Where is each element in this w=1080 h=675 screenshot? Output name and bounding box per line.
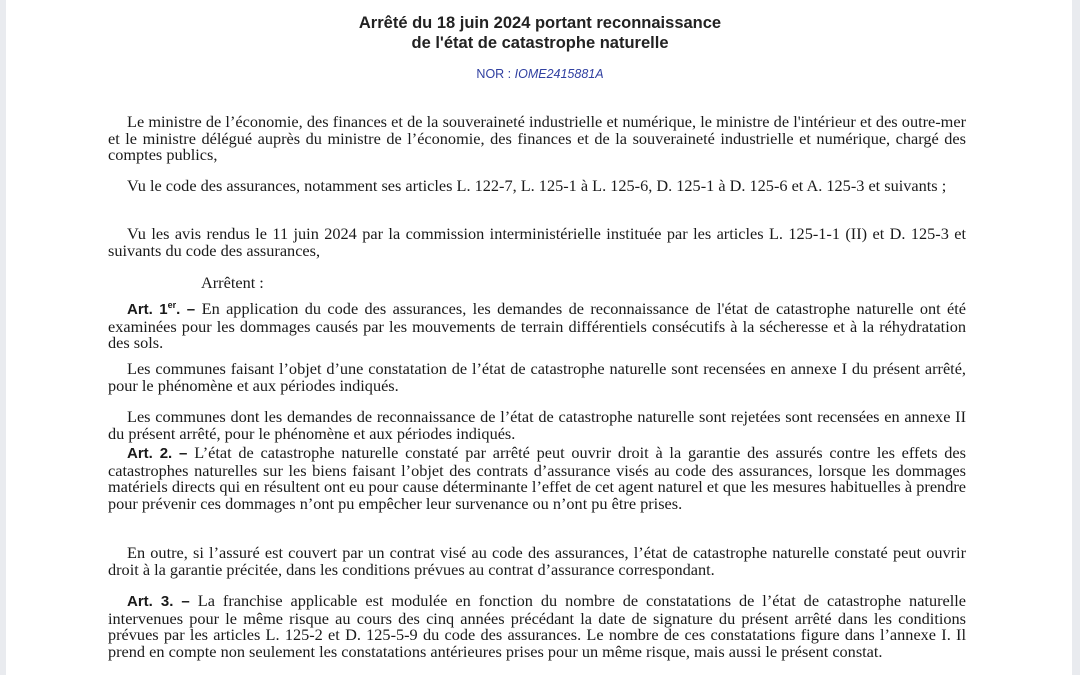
- article-3-paragraph-1: [108, 593, 966, 660]
- scan-edge-right: [1072, 0, 1080, 675]
- article-1-label: Art. 1er. –: [127, 300, 202, 318]
- article-1-paragraph-3: Les communes dont les demandes de reconnaissance de l’état de catastrophe naturelle sont rejetées sont recensées en annexe II du présent arrêté, pour le phénomène et aux périodes indiqués.: [108, 407, 966, 443]
- arretent-heading: Arrêtent :: [201, 273, 264, 292]
- article-2-paragraph-1: [108, 445, 966, 512]
- article-1-text-1: En application du code des assurances, les demandes de reconnaissance de l'état de catastrophe naturelle ont été examinées pour les dommages causés par les mouvements de terrain différentiels consécutifs à la sécheresse et à la réhydratation des sols.: [108, 299, 967, 353]
- scan-edge-left: [0, 0, 6, 675]
- article-1-paragraph-2: Les communes faisant l’objet d’une constatation de l’état de catastrophe naturelle sont recensées en annexe I du présent arrêté, pour le phénomène et aux périodes indiqués.: [108, 359, 966, 395]
- nor-reference: [0, 67, 1080, 81]
- visa-paragraph-2: Vu les avis rendus le 11 juin 2024 par la commission interministérielle instituée par les articles L. 125-1-1 (II) et D. 125-3 et suivants du code des assurances,: [108, 224, 966, 260]
- article-2-paragraph-2: En outre, si l’assuré est couvert par un contrat visé au code des assurances, l’état de catastrophe naturelle constaté peut ouvrir droit à la garantie précitée, dans les conditions prévues au contrat d’assurance correspondant.: [108, 543, 966, 579]
- article-2-label: Art. 2. –: [127, 445, 195, 462]
- visa-paragraph-1: Vu le code des assurances, notamment ses articles L. 122-7, L. 125-1 à L. 125-6, D. 125-1 à D. 125-6 et A. 125-3 et suivants ;: [127, 176, 947, 195]
- nor-label: NOR :: [476, 67, 515, 81]
- article-3-label: Art. 3. –: [127, 593, 198, 610]
- article-3-text-1: La franchise applicable est modulée en fonction du nombre de constatations de l’état de catastrophe naturelle intervenues pour le même risque au cours des cinq années précédant la date de signature du présent arrêté dans les conditions prévues par les articles L. 125-2 et D. 125-5-9 du code des assurances. Le nombre de ces constatations figure dans l’annexe I. Il prend en compte non seulement les constatations antérieures prises pour un même risque, mais aussi le présent constat.: [108, 591, 967, 661]
- document-title-line-1: Arrêté du 18 juin 2024 portant reconnaissance: [358, 14, 722, 32]
- preamble-paragraph: Le ministre de l’économie, des finances et de la souveraineté industrielle et numérique, le ministre de l'intérieur et des outre-mer et le ministre délégué auprès du ministre de l’économie, des finances et de la souveraineté industrielle et numérique, chargé des comptes publics,: [108, 112, 966, 165]
- article-1-paragraph-1: [108, 297, 966, 352]
- document-title-line-2: de l'état de catastrophe naturelle: [411, 34, 669, 52]
- nor-value: IOME2415881A: [514, 67, 604, 81]
- article-2-text-1: L’état de catastrophe naturelle constaté par arrêté peut ouvrir droit à la garantie des assurés contre les effets des catastrophes naturelles sur les biens faisant l’objet des contrats d’assurance visés au code des assurances, lorsque les dommages matériels directs qui en résultent ont eu pour cause déterminante l’effet de cet agent naturel et que les mesures habituelles à prendre pour prévenir ces dommages n’ont pu empêcher leur survenance ou n’ont pu être prises.: [108, 443, 966, 513]
